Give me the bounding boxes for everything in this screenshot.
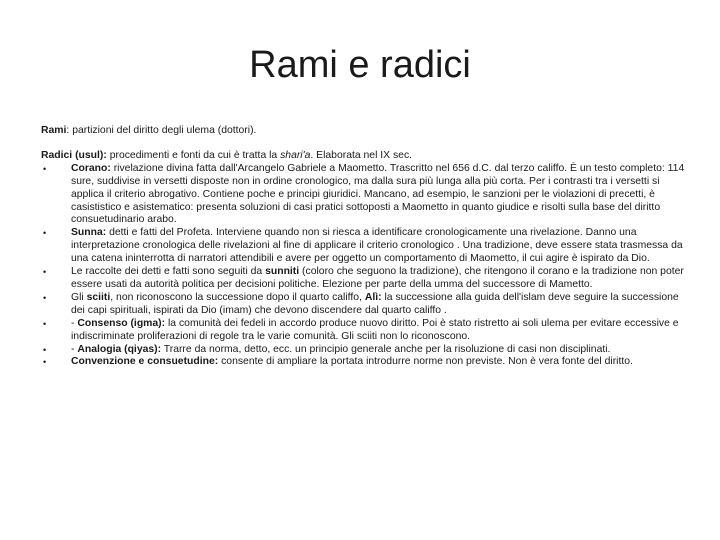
bullet-term: Consenso (igma): xyxy=(77,317,166,329)
bullet-list xyxy=(41,163,691,370)
bullet-term: Convenzione e consuetudine: xyxy=(71,356,219,368)
rami-term: Rami xyxy=(41,125,67,136)
bullet-dot: • xyxy=(43,318,47,329)
bullet-convenzione xyxy=(41,356,691,369)
radici-text-before: procedimenti e fonti da cui è tratta la xyxy=(106,149,281,161)
bullet-dot: • xyxy=(43,344,47,355)
bullet-text-2: la successione alla guida dell'islam deve seguire la successione dei capi spirituali, ispirati da Dio (imam) che devono discendere dal quarto califfo . xyxy=(71,291,679,316)
bullet-term-2: Alì: xyxy=(364,291,382,303)
bullet-analogia xyxy=(41,344,691,357)
bullet-term: sciiti xyxy=(86,291,111,303)
bullet-dot: • xyxy=(43,228,47,239)
radici-paragraph xyxy=(41,150,691,163)
bullet-dot: • xyxy=(43,357,47,368)
bullet-term: Analogia (qiyas): xyxy=(77,343,162,355)
bullet-term: sunniti xyxy=(265,266,300,278)
bullet-dot: • xyxy=(43,163,47,174)
bullet-pre: - xyxy=(71,343,78,355)
bullet-term: Corano: xyxy=(71,162,111,174)
radici-italic: shari'a xyxy=(280,149,311,161)
bullet-text: Trarre da norma, detto, ecc. un principio generale anche per la risoluzione di casi non disciplinati. xyxy=(161,343,611,355)
rami-text: : partizioni del diritto degli ulema (dottori). xyxy=(66,125,257,136)
slide-body xyxy=(41,125,691,369)
bullet-text: (coloro che seguono la tradizione), che ritengono il corano e la tradizione non poter essere usati da autorità politica per decisioni politiche. Elezione per parte della umma del successore di Mametto. xyxy=(71,266,684,290)
bullet-dot: • xyxy=(43,292,47,303)
bullet-term: Sunna: xyxy=(71,227,107,239)
bullet-text: detti e fatti del Profeta. Interviene quando non si riesca a identificare cronologicamente una rivelazione. Danno una interpretazione cronologica delle rivelazioni al fine di applicare il criterio cronologico . Una tradizione, deve essere stata trasmessa da una catena ininterrotta di narratori attendibili e avere per oggetto un comportamento di Maometto, il cui agire è ispirato da Dio. xyxy=(71,227,683,265)
slide-title: Rami e radici xyxy=(249,44,471,86)
radici-term: Radici (usul): xyxy=(41,149,107,161)
bullet-text: rivelazione divina fatta dall'Arcangelo Gabriele a Maometto. Trascritto nel 656 d.C. dal terzo califfo. È un testo completo: 114 sure, suddivise in versetti disposte non in ordine cronologico, ma dalla sura più lunga alla più corta. Per i contrasti tra i versetti si applica il criterio abrogativo. Contiene poche e principi giuridici. Mancano, ad esempio, le sanzioni per le violazioni di precetti, è casististico e asistematico: presenta soluzioni di casi pratici sottoposti a Maometto in quanto giudice e risolti sulla base del diritto consuetudinario arabo. xyxy=(71,162,685,226)
rami-paragraph xyxy=(41,125,691,138)
bullet-text: consente di ampliare la portata introdurre norme non previste. Non è vera fonte del diritto. xyxy=(218,356,633,368)
bullet-text: la comunità dei fedeli in accordo produce nuovo diritto. Poi è stato ristretto ai soli ulema per evitare eccessive e indiscriminate proliferazioni di regole tra le varie comunità. Gli sciiti non lo riconoscono. xyxy=(71,317,679,342)
bullet-consenso xyxy=(41,318,691,344)
bullet-pre: - xyxy=(71,317,78,329)
bullet-sciiti xyxy=(41,292,691,318)
bullet-sunna xyxy=(41,227,691,266)
bullet-sunniti xyxy=(41,266,691,292)
bullet-corano xyxy=(41,163,691,228)
bullet-text: , non riconoscono la successione dopo il quarto califfo, xyxy=(110,291,365,303)
radici-text-after: . Elaborata nel IX sec. xyxy=(310,149,413,161)
bullet-pre: Gli xyxy=(71,291,87,303)
bullet-pre: Le raccolte dei detti e fatti sono seguiti da xyxy=(71,266,266,278)
bullet-dot: • xyxy=(43,267,47,278)
